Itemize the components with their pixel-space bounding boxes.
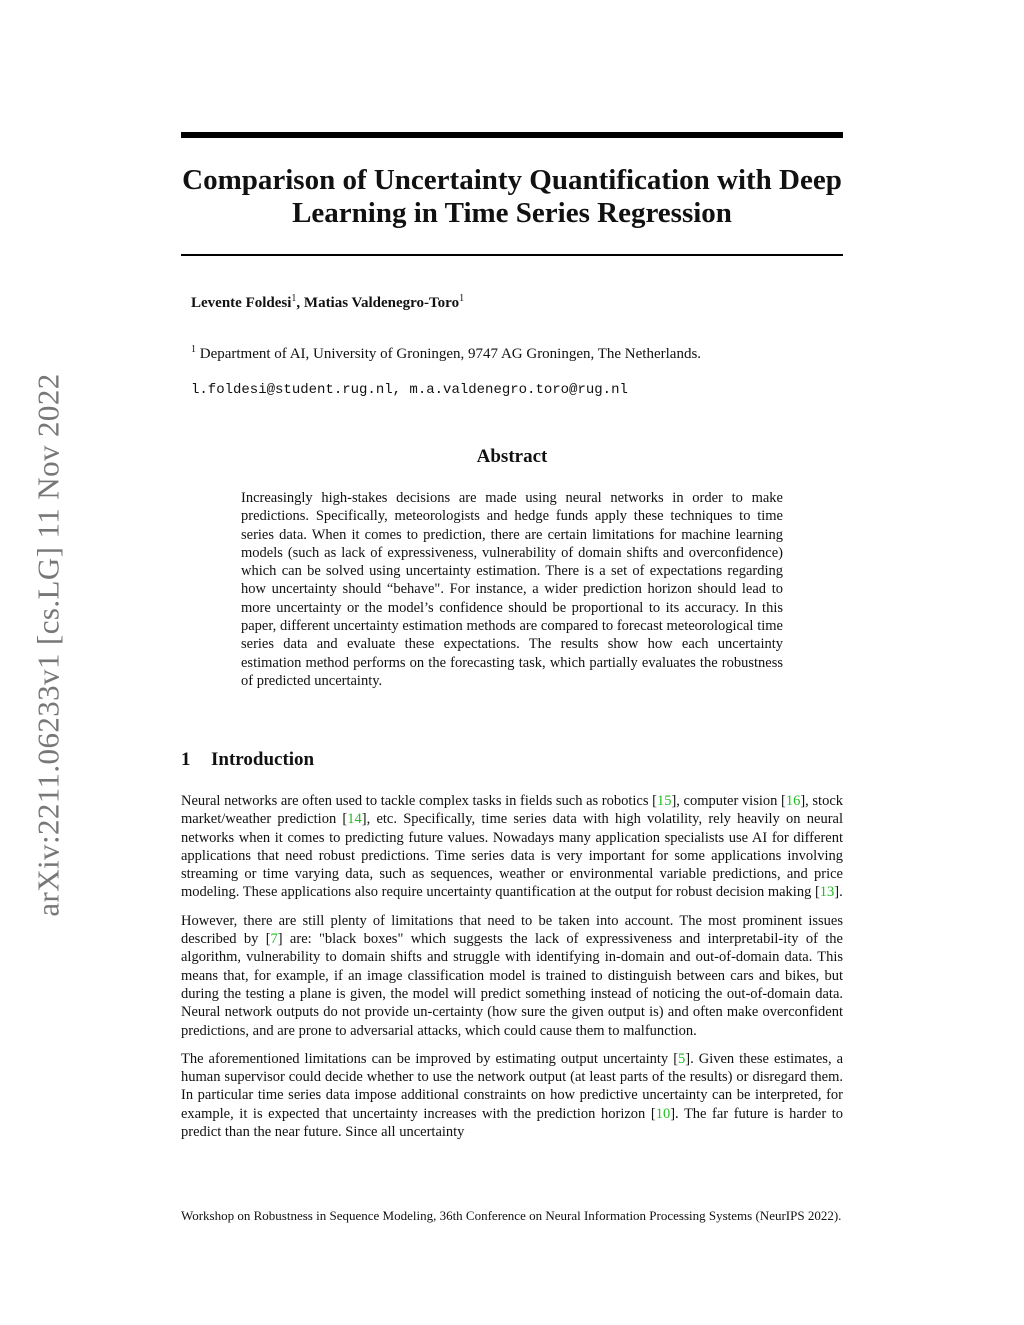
affiliation-mark: 1: [191, 344, 196, 355]
citation-link[interactable]: 15: [656, 793, 672, 809]
paragraph-text: ]. The far future is harder to predict than the near future. Since all uncertainty: [181, 1105, 843, 1141]
paragraph-text: ], computer vision [: [671, 793, 786, 809]
citation-link[interactable]: 7: [270, 931, 278, 948]
affiliation-text: Department of AI, University of Groningen, 9747 AG Groningen, The Netherlands.: [196, 346, 702, 362]
section-number: 1: [181, 749, 191, 770]
citation-link[interactable]: 14: [347, 811, 362, 828]
author-emails[interactable]: l.foldesi@student.rug.nl, m.a.valdenegro.toro@rug.nl: [191, 382, 628, 398]
abstract-heading: Abstract: [476, 446, 548, 467]
citation-link[interactable]: 10: [655, 1105, 671, 1122]
arxiv-stamp: [28, 350, 70, 940]
paragraph: [181, 1050, 843, 1141]
title-bottom-rule: [181, 254, 843, 256]
title-top-rule: [181, 132, 843, 138]
introduction-body: [181, 792, 843, 1151]
citation-link[interactable]: 5: [678, 1050, 686, 1067]
author-name: Matias Valdenegro-Toro: [303, 295, 460, 311]
paragraph-text: The aforementioned limitations can be improved by estimating output uncertainty [: [181, 1050, 679, 1067]
section-heading: [181, 749, 314, 771]
author-affiliation-mark: 1: [459, 293, 465, 304]
abstract-body: Increasingly high-stakes decisions are made using neural networks in order to make predictions. Specifically, meteorologists and hedge funds apply these techniques to time series data. When it comes to prediction, there are certain limitations for machine learning models (such as lack of expressiveness, vulnerability of domain shifts and overconfidence) which can be solved using uncertainty estimation. There is a set of expectations regarding how uncertainty should “behave". For instance, a wider prediction horizon should lead to more uncertainty or the model’s confidence should be proportional to its accuracy. In this paper, different uncertainty estimation methods are compared to forecast meteorological time series data and evaluate these expectations. The results show how each uncertainty estimation method performs on the forecasting task, which partially evaluates the robustness of predicted uncertainty.: [241, 490, 783, 689]
section-title: Introduction: [211, 749, 315, 770]
paragraph-text: ] are: "black boxes" which suggests the lack of expressiveness and interpretabil-ity of the algorithm, vulnerability to domain shifts and struggle with identifying in-domain and out-of-domain data. This means that, for example, if an image classification model is trained to distinguish between cars and bikes, but during the testing a plane is given, the model will predict something instead of noticing the out-of-domain data. Neural network outputs do not provide un-certainty (how sure the given output is) and often make overconfident predictions, and are prone to adversarial attacks, which could cause them to malfunction.: [181, 931, 843, 1039]
venue-footnote: Workshop on Robustness in Sequence Modeling, 36th Conference on Neural Information Processing Systems (NeurIPS 2022).: [181, 1208, 842, 1223]
author-affiliation-mark: 1: [291, 293, 297, 304]
affiliation: [191, 344, 701, 363]
paragraph-text: However, there are still plenty of limitations that need to be taken into account. The most prominent issues described by [: [181, 912, 843, 948]
paper-title: Comparison of Uncertainty Quantification with Deep Learning in Time Series Regression: [182, 164, 842, 229]
citation-link[interactable]: 16: [785, 793, 801, 809]
author-separator: ,: [296, 295, 304, 311]
paragraph-text: ]. Given these estimates, a human supervisor could decide whether to use the network output (at least parts of the results) or disregard them. In particular time series data impose additional constraints on how predictive uncertainty can be interpreted, for example, it is expected that uncertainty increases with the prediction horizon [: [181, 1050, 844, 1122]
arxiv-id: arXiv:2211.06233v1 [cs.LG] 11 Nov 2022: [31, 373, 66, 917]
paragraph-text: ], stock market/weather prediction [: [181, 793, 844, 828]
paragraph-text: Neural networks are often used to tackle complex tasks in fields such as robotics [: [181, 793, 657, 809]
paragraph: [181, 912, 843, 1040]
paragraph: [181, 792, 843, 902]
citation-link[interactable]: 13: [819, 884, 835, 901]
paragraph-text: ], etc. Specifically, time series data with high volatility, rely heavily on neural networks when it comes to predicting future values. Nowadays many application specialists use AI for different applications that need robust predictions. Time series data is very important for some applications involving streaming or time varying data, such as sequences, weather or environmental variable predictions, and price modeling. These applications also require uncertainty quantification at the output for robust decision making [: [181, 811, 843, 901]
author-list: [191, 293, 464, 312]
author-name: Levente Foldesi: [191, 295, 292, 311]
paragraph-text: ].: [834, 884, 843, 901]
